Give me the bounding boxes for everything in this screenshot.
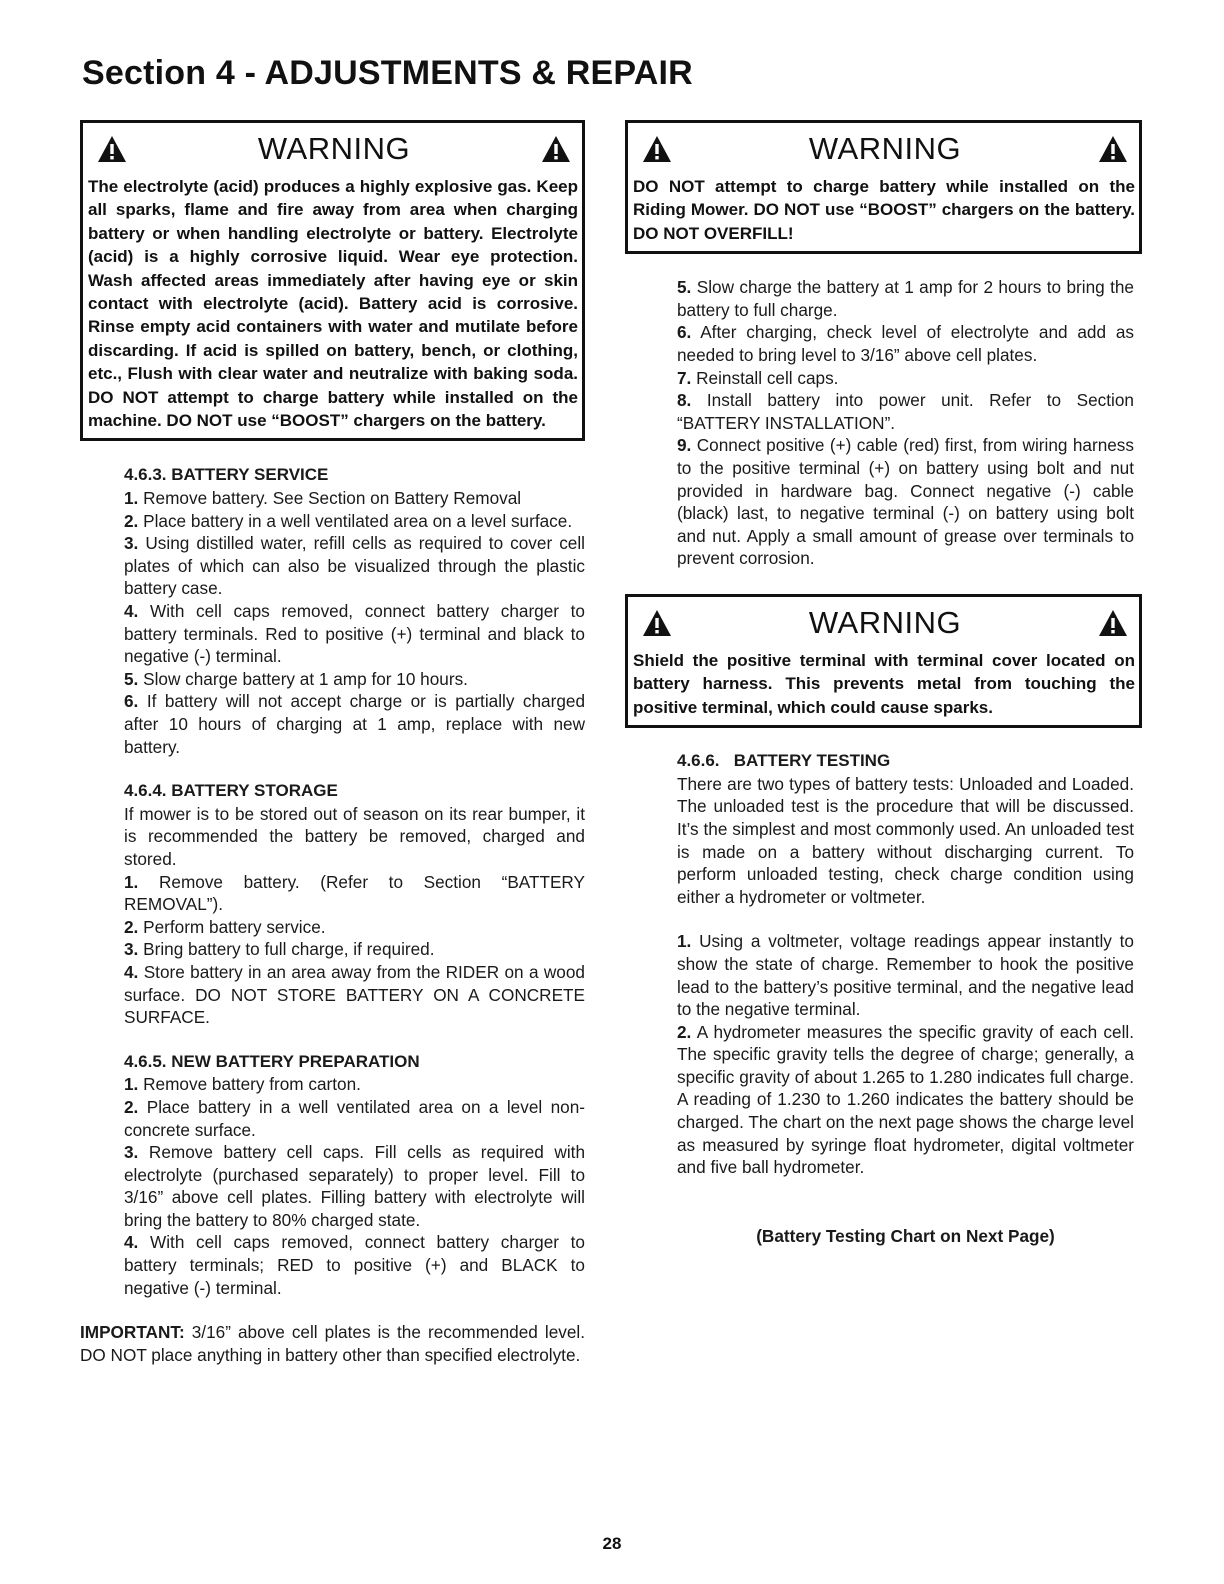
next-page-note: (Battery Testing Chart on Next Page): [756, 1225, 1055, 1246]
item-number: 7.: [677, 367, 692, 388]
warning-header: [633, 597, 1135, 649]
warning-triangle-icon: [1097, 134, 1129, 164]
warning-triangle-icon: [540, 134, 572, 164]
item-text: Remove battery cell caps. Fill cells as required with electrolyte (purchased separately) to proper level. Fill to 3/16” above cell plates. Filling battery with electrolyte will bring the battery to 80% charged state.: [124, 1142, 586, 1230]
item-number: 1.: [677, 931, 692, 952]
item-number: 1.: [124, 871, 139, 892]
warning-triangle-icon: [641, 608, 673, 638]
warning-title: WARNING: [808, 131, 962, 166]
item-text: A hydrometer measures the specific gravity of each cell. The specific gravity tells the degree of charge; generally, a specific gravity of about 1.265 to 1.280 indicates full charge. A reading of 1.230 to 1.260 indicates the battery should be charged. The chart on the next page shows the charge level as measured by syringe float hydrometer, digital voltmeter and five ball hydrometer.: [677, 1021, 1135, 1178]
item-number: 6.: [124, 691, 139, 712]
important-label: IMPORTANT:: [80, 1322, 185, 1343]
item-text: Install battery into power unit. Refer to Section “BATTERY INSTALLATION”.: [677, 390, 1134, 433]
warning-title: WARNING: [257, 131, 411, 166]
section-heading: 4.6.4. BATTERY STORAGE: [124, 781, 338, 801]
item-text: Bring battery to full charge, if required.: [143, 939, 435, 960]
section-heading: 4.6.5. NEW BATTERY PREPARATION: [124, 1051, 420, 1071]
item-number: 3.: [124, 533, 139, 554]
important-paragraph: [80, 1321, 585, 1366]
item-number: 4.: [124, 1232, 139, 1253]
item-text: Connect positive (+) cable (red) first, from wiring harness to the positive terminal (+) on battery using bolt and nut provided in hardware bag. Connect negative (-) cable (black) last, to negative terminal (-) on battery using bolt and nut. Apply a small amount of grease over terminals to prevent corrosion.: [677, 435, 1134, 569]
item-text: Using a voltmeter, voltage readings appear instantly to show the state of charge. Remember to hook the positive lead to the battery’s positive terminal, and the negative lead to the negative terminal.: [677, 931, 1134, 1020]
warning-triangle-icon: [96, 134, 128, 164]
list-item: [677, 434, 1134, 570]
item-number: 2.: [124, 1096, 139, 1117]
important-note: [80, 1321, 585, 1366]
item-number: 3.: [124, 1142, 139, 1163]
item-number: 4.: [124, 961, 139, 982]
item-text: Remove battery from carton.: [143, 1074, 361, 1095]
list-item: [124, 510, 585, 533]
warning-triangle-icon: [1097, 608, 1129, 638]
item-number: 1.: [124, 1074, 139, 1095]
right-column: [625, 120, 1142, 1247]
item-text: Perform battery service.: [143, 916, 326, 937]
list-item: [124, 916, 585, 939]
list-item: [677, 930, 1134, 1020]
item-text: After charging, check level of electrolyte and add as needed to bring level to 3/16” above cell plates.: [677, 322, 1134, 365]
item-text: With cell caps removed, connect battery charger to battery terminals. Red to positive (+) terminal and black to negative (-) terminal.: [124, 601, 585, 667]
item-text: Using distilled water, refill cells as required to cover cell plates of which can also be visualized through the plastic battery case.: [124, 533, 585, 599]
list-item: [124, 1096, 585, 1141]
section-heading: 4.6.3. BATTERY SERVICE: [124, 465, 329, 485]
list-item: [124, 600, 585, 668]
warning-box-electrolyte: [80, 120, 585, 441]
page-title: Section 4 - ADJUSTMENTS & REPAIR: [82, 54, 693, 92]
battery-testing-section: [625, 750, 1142, 1247]
list-item: [124, 1231, 585, 1299]
list-item: [124, 1141, 585, 1231]
list-item: [124, 668, 585, 691]
page-number: 28: [602, 1534, 622, 1553]
section-intro: There are two types of battery tests: Unloaded and Loaded. The unloaded test is the procedure that will be discussed. It’s the simplest and most commonly used. An unloaded test is made on a battery without discharging current. To perform unloaded testing, check charge condition using either a hydrometer or voltmeter.: [677, 773, 1134, 907]
warning-box-charging: [625, 120, 1142, 254]
item-number: 5.: [677, 277, 692, 298]
item-number: 4.: [124, 601, 139, 622]
item-text: Reinstall cell caps.: [696, 367, 839, 388]
warning-title: WARNING: [808, 604, 962, 640]
list-item: [677, 321, 1134, 366]
warning-box-terminal: [625, 594, 1142, 728]
item-text: Store battery in an area away from the RIDER on a wood surface. DO NOT STORE BATTERY ON A CONCRETE SURFACE.: [124, 961, 585, 1028]
item-number: 5.: [124, 668, 139, 689]
left-column: [80, 120, 585, 1366]
item-number: 2.: [677, 1021, 692, 1042]
list-item: [124, 1073, 585, 1096]
item-text: If battery will not accept charge or is partially charged after 10 hours of charging at 1 amp, replace with new battery.: [124, 691, 585, 757]
item-number: 3.: [124, 939, 139, 960]
item-text: Slow charge the battery at 1 amp for 2 hours to bring the battery to full charge.: [677, 277, 1134, 320]
warning-text: DO NOT attempt to charge battery while installed on the Riding Mower. DO NOT use “BOOST” chargers on the battery. DO NOT OVERFILL!: [633, 177, 1135, 243]
item-number: 2.: [124, 916, 139, 937]
item-number: 9.: [677, 435, 692, 456]
important-text: 3/16” above cell plates is the recommended level. DO NOT place anything in battery other than specified electrolyte.: [80, 1322, 585, 1365]
list-item: [124, 690, 585, 758]
item-number: 6.: [677, 322, 692, 343]
item-text: Remove battery. See Section on Battery Removal: [143, 488, 522, 509]
item-number: 1.: [124, 488, 139, 509]
list-item: [124, 961, 585, 1029]
item-text: Slow charge battery at 1 amp for 10 hours.: [143, 668, 468, 689]
list-item: [124, 487, 585, 510]
warning-header: [88, 123, 578, 175]
warning-text: The electrolyte (acid) produces a highly explosive gas. Keep all sparks, flame and fire away from area when charging battery or when handling electrolyte or battery. Electrolyte (acid) is a highly corrosive liquid. Wear eye protection. Wash affected areas immediately after having eye or skin contact with electrolyte (acid). Battery acid is corrosive. Rinse empty acid containers with water and mutilate before discarding. If acid is spilled on battery, bench, or clothing, etc., Flush with clear water and neutralize with baking soda. DO NOT attempt to charge battery while installed on the machine. DO NOT use “BOOST” chargers on the battery.: [88, 177, 578, 431]
new-battery-continued: [625, 276, 1142, 570]
warning-header: [633, 123, 1135, 175]
list-item: [124, 532, 585, 600]
section-heading: 4.6.6. BATTERY TESTING: [677, 751, 891, 771]
list-item: [124, 938, 585, 961]
warning-triangle-icon: [641, 134, 673, 164]
item-text: Remove battery. (Refer to Section “BATTERY REMOVAL”).: [124, 871, 585, 915]
list-item: [677, 389, 1134, 434]
list-item: [677, 1021, 1134, 1179]
list-item: [677, 367, 1134, 390]
item-number: 8.: [677, 390, 692, 411]
item-text: Place battery in a well ventilated area on a level surface.: [143, 510, 573, 531]
item-text: With cell caps removed, connect battery charger to battery terminals; RED to positive (+) and BLACK to negative (-) terminal.: [124, 1232, 585, 1298]
section-intro: If mower is to be stored out of season on its rear bumper, it is recommended the battery be removed, charged and stored.: [124, 803, 585, 869]
battery-service-section: [80, 464, 585, 1299]
list-item: [124, 871, 585, 916]
item-number: 2.: [124, 510, 139, 531]
item-text: Place battery in a well ventilated area on a level non-concrete surface.: [124, 1096, 585, 1140]
warning-text: Shield the positive terminal with terminal cover located on battery harness. This prevents metal from touching the positive terminal, which could cause sparks.: [633, 650, 1135, 717]
list-item: [677, 276, 1134, 321]
